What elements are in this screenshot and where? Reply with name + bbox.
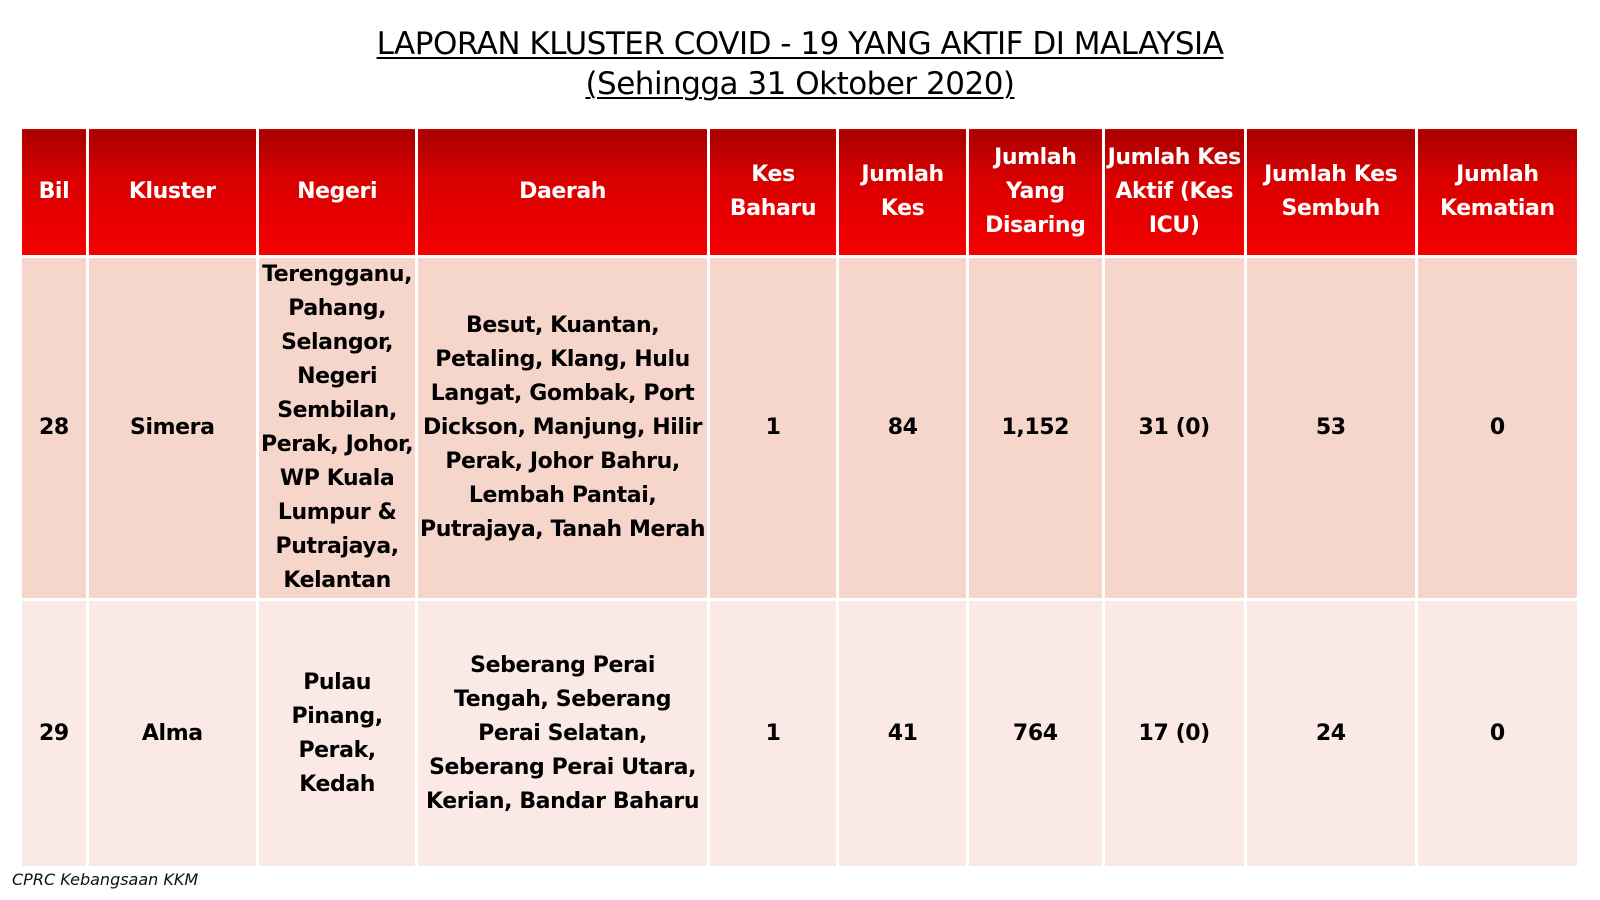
cell-kes-aktif-icu: 31 (0) bbox=[1103, 257, 1245, 600]
cluster-table bbox=[22, 126, 1577, 866]
cell-kes-sembuh: 24 bbox=[1245, 600, 1416, 867]
report-title bbox=[0, 24, 1600, 104]
cell-kematian: 0 bbox=[1416, 257, 1577, 600]
cell-jumlah-kes: 41 bbox=[838, 600, 968, 867]
cell-daerah: Seberang Perai Tengah, Seberang Perai Selatan, Seberang Perai Utara, Kerian, Bandar Baharu bbox=[417, 600, 708, 867]
table-row bbox=[22, 257, 1577, 600]
cell-kluster: Simera bbox=[87, 257, 257, 600]
header-kes-aktif-icu: Jumlah Kes Aktif (Kes ICU) bbox=[1103, 128, 1245, 257]
cell-negeri: Terengganu, Pahang, Selangor, Negeri Sembilan, Perak, Johor, WP Kuala Lumpur & Putrajaya, Kelantan bbox=[257, 257, 417, 600]
header-kes-baharu: Kes Baharu bbox=[708, 128, 838, 257]
cell-negeri: Pulau Pinang, Perak, Kedah bbox=[257, 600, 417, 867]
cell-daerah: Besut, Kuantan, Petaling, Klang, Hulu Langat, Gombak, Port Dickson, Manjung, Hilir Perak, Johor Bahru, Lembah Pantai, Putrajaya, Tanah Merah bbox=[417, 257, 708, 600]
cell-kematian: 0 bbox=[1416, 600, 1577, 867]
cell-kes-baharu: 1 bbox=[708, 257, 838, 600]
cell-kes-sembuh: 53 bbox=[1245, 257, 1416, 600]
table-header-row bbox=[22, 128, 1577, 257]
header-negeri: Negeri bbox=[257, 128, 417, 257]
table-row bbox=[22, 600, 1577, 867]
cell-bil: 29 bbox=[22, 600, 87, 867]
header-kematian: Jumlah Kematian bbox=[1416, 128, 1577, 257]
cell-kes-baharu: 1 bbox=[708, 600, 838, 867]
cell-jumlah-disaring: 1,152 bbox=[967, 257, 1103, 600]
header-kluster: Kluster bbox=[87, 128, 257, 257]
header-bil: Bil bbox=[22, 128, 87, 257]
report-title-line2: (Sehingga 31 Oktober 2020) bbox=[585, 66, 1015, 102]
header-jumlah-kes: Jumlah Kes bbox=[838, 128, 968, 257]
report-title-line1: LAPORAN KLUSTER COVID - 19 YANG AKTIF DI MALAYSIA bbox=[376, 26, 1224, 62]
cell-jumlah-disaring: 764 bbox=[967, 600, 1103, 867]
header-kes-sembuh: Jumlah Kes Sembuh bbox=[1245, 128, 1416, 257]
cell-kluster: Alma bbox=[87, 600, 257, 867]
header-daerah: Daerah bbox=[417, 128, 708, 257]
source-note: CPRC Kebangsaan KKM bbox=[12, 870, 199, 889]
header-jumlah-disaring: Jumlah Yang Disaring bbox=[967, 128, 1103, 257]
cell-kes-aktif-icu: 17 (0) bbox=[1103, 600, 1245, 867]
cell-bil: 28 bbox=[22, 257, 87, 600]
cell-jumlah-kes: 84 bbox=[838, 257, 968, 600]
